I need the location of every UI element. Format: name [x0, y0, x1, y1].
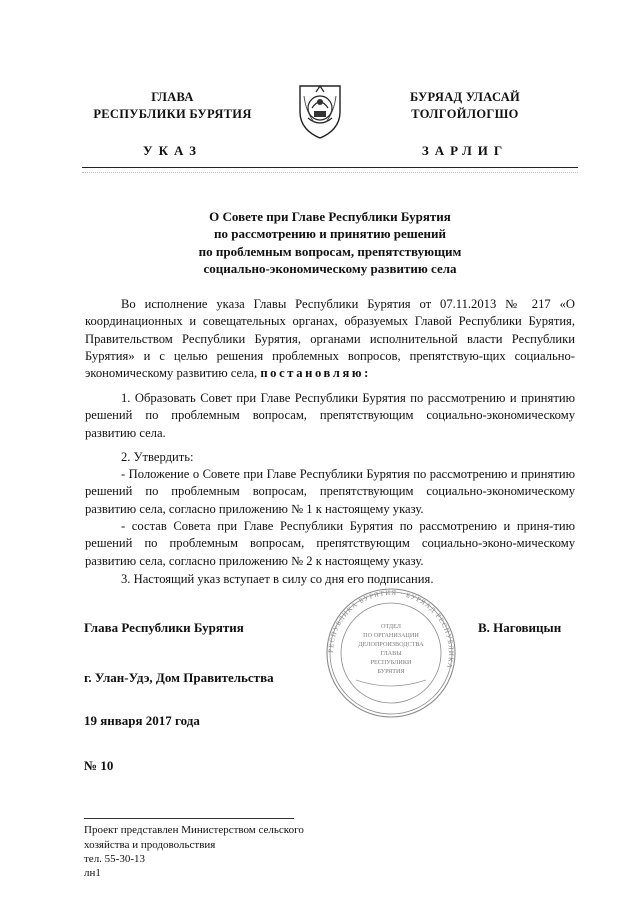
- stamp-ring-text: РЕСПУБЛИКА БУРЯТИЯ · БУРЯАД РЕСПУБЛИКА: [326, 588, 456, 670]
- doc-type-right: ЗАРЛИГ: [421, 143, 509, 158]
- header-right-line2: ТОЛГОЙЛОГШО: [411, 107, 519, 121]
- preamble-text: Во исполнение указа Главы Республики Бурятия от 07.11.2013 № 217 «О координационных и совещательных органах, образуемых Главой Республики Бурятия, Правительством Республики Бурятия, органами исполнительной власти Республики Бурятия» и с целью решения проблемных вопросов, препятствую-щих социально-экономическому развитию села,: [85, 297, 575, 381]
- stamp-line: ПО ОРГАНИЗАЦИИ: [363, 632, 419, 639]
- stamp-line: ГЛАВЫ: [380, 650, 402, 657]
- footer-rule: [84, 818, 294, 819]
- stamp-line: ДЕЛОПРОИЗВОДСТВА: [358, 641, 424, 648]
- coat-of-arms-icon: [294, 82, 346, 140]
- footer-note: [84, 823, 304, 867]
- footer-code: лн1: [84, 867, 101, 879]
- item-2: 2. Утвердить:: [121, 450, 194, 464]
- header-right: [370, 89, 560, 123]
- header-left-line2: РЕСПУБЛИКИ БУРЯТИЯ: [93, 107, 252, 121]
- doc-type-left: УКАЗ: [143, 143, 202, 158]
- header-left-line1: ГЛАВА: [151, 90, 194, 104]
- signer-name: В. Наговицын: [478, 620, 562, 635]
- stamp-line: БУРЯТИЯ: [377, 668, 405, 675]
- decree-title: [140, 208, 520, 277]
- title-line: по рассмотрению и принятию решений: [214, 226, 446, 242]
- stamp-line: ОТДЕЛ: [381, 623, 401, 630]
- decree-word: постановляю:: [260, 366, 371, 381]
- signing-place: г. Улан-Удэ, Дом Правительства: [84, 670, 274, 685]
- item-3: 3. Настоящий указ вступает в силу со дня его подписания.: [121, 572, 434, 586]
- title-line: по проблемным вопросам, препятствующим: [198, 243, 462, 259]
- header-rule: [82, 167, 578, 168]
- footer-line: Проект представлен Министерством сельского: [84, 824, 304, 836]
- title-line: О Совете при Главе Республики Бурятия: [209, 209, 451, 224]
- header-left: [80, 89, 265, 123]
- official-stamp: [316, 588, 466, 718]
- header-dotted-line: [82, 172, 578, 173]
- decree-number: № 10: [84, 758, 114, 773]
- item-2b: - состав Совета при Главе Республики Бурятия по рассмотрению и приня-тию решений по проблемным вопросам, препятствующим социально-эконо-мическому развитию села, согласно приложению № 2 к настоящему указу.: [85, 519, 575, 568]
- stamp-line: РЕСПУБЛИКИ: [370, 659, 412, 666]
- signing-date: 19 января 2017 года: [84, 713, 200, 728]
- header-right-line1: БУРЯАД УЛАСАЙ: [409, 90, 521, 104]
- preamble-paragraph: [85, 296, 575, 382]
- footer-phone: тел. 55-30-13: [84, 853, 146, 865]
- signer-position: Глава Республики Бурятия: [84, 620, 244, 635]
- title-line: социально-экономическому развитию села: [203, 260, 457, 276]
- footer-line: хозяйства и продовольствия: [84, 838, 216, 851]
- item-2a: - Положение о Совете при Главе Республики Бурятия по рассмотрению и принятию решений по проблемным вопросам, препятствующим социально-экономическому развитию села, согласно приложению № 1 к настоящему указу.: [85, 467, 575, 516]
- item-1: 1. Образовать Совет при Главе Республики Бурятия по рассмотрению и принятию решений по проблемным вопросам, препятствующим социально-экономическому развитию села.: [85, 391, 575, 440]
